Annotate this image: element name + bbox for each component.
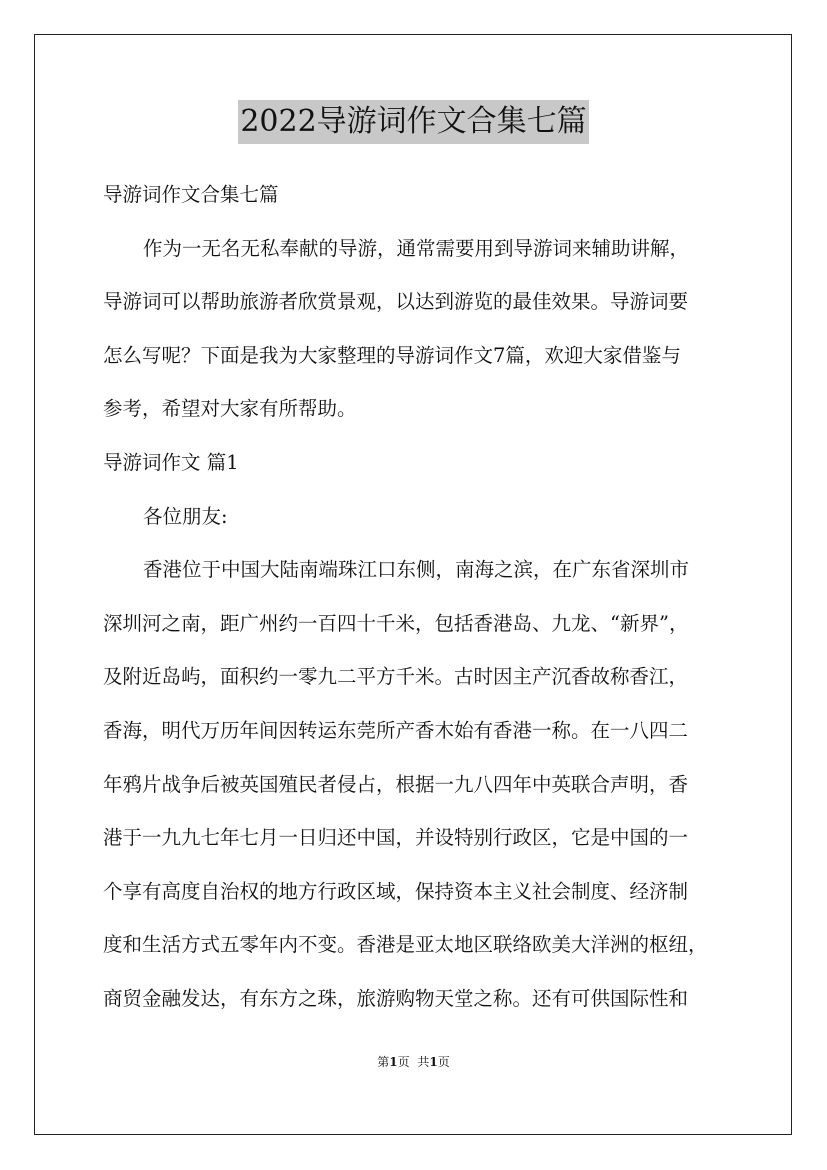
text-line: 港于一九九七年七月一日归还中国，并设特别行政区，它是中国的一: [103, 826, 689, 850]
page-footer: [0, 1054, 827, 1070]
text-line: 深圳河之南，距广州约一百四十千米，包括香港岛、九龙、“新界”，: [103, 611, 689, 635]
footer-page-number: 1: [389, 1055, 398, 1069]
text-line: 参考，希望对大家有所帮助。: [103, 397, 357, 421]
text-line: 度和生活方式五零年内不变。香港是亚太地区联络欧美大洋洲的枢纽，: [103, 933, 708, 957]
text-line: 导游词可以帮助旅游者欣赏景观，以达到游览的最佳效果。导游词要: [103, 290, 689, 314]
footer-page-prefix: 第: [377, 1055, 390, 1069]
footer-total-suffix: 页: [437, 1055, 450, 1069]
text-line: 香海，明代万历年间因转运东莞所产香木始有香港一称。在一八四二: [103, 718, 689, 742]
text-line: 个享有高度自治权的地方行政区域，保持资本主义社会制度、经济制: [103, 879, 689, 903]
footer-total-prefix: 共: [417, 1055, 430, 1069]
footer-page-suffix: 页: [397, 1055, 410, 1069]
text-line: 导游词作文合集七篇: [103, 183, 279, 206]
text-line: 作为一无名无私奉献的导游，通常需要用到导游词来辅助讲解，: [143, 236, 690, 260]
text-line: 导游词作文 篇1: [103, 450, 239, 474]
text-line: 香港位于中国大陆南端珠江口东侧，南海之滨，在广东省深圳市: [143, 558, 690, 582]
document-body: [103, 168, 727, 1026]
text-line: 怎么写呢？下面是我为大家整理的导游词作文7篇，欢迎大家借鉴与: [103, 343, 681, 367]
text-line: 商贸金融发达，有东方之珠，旅游购物天堂之称。还有可供国际性和: [103, 986, 689, 1010]
footer-total-number: 1: [429, 1055, 438, 1069]
document-title: 2022导游词作文合集七篇: [238, 100, 588, 144]
text-line: 各位朋友:: [143, 504, 228, 528]
title-container: [0, 100, 827, 144]
text-line: 及附近岛屿，面积约一零九二平方千米。古时因主产沉香故称香江，: [103, 665, 689, 689]
text-line: 年鸦片战争后被英国殖民者侵占，根据一九八四年中英联合声明，香: [103, 772, 689, 796]
